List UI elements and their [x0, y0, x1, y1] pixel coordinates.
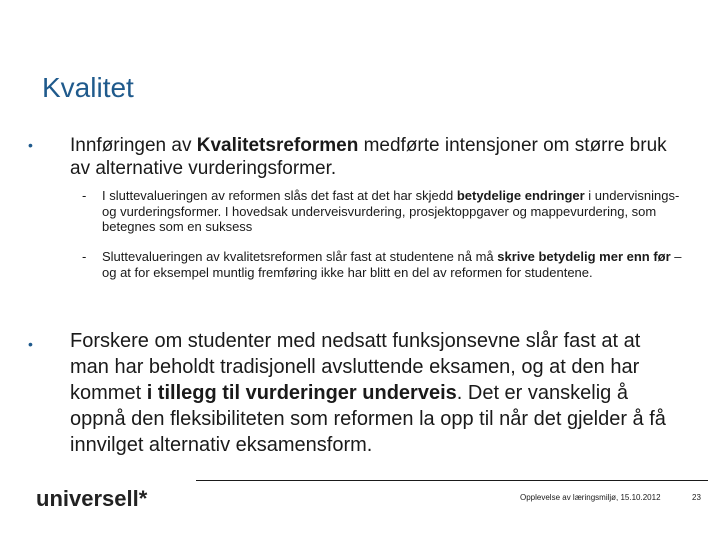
bullet-2-pre: Forskere om studenter med nedsatt funksjonsevne slår fast at at man har beholdt tradisjonell avsluttende eksamen, og at den har kommet	[70, 330, 641, 404]
bullet-1	[28, 134, 688, 180]
bullet-marker: •	[28, 336, 33, 352]
slide-title: Kvalitet	[42, 72, 134, 103]
sub-bullet-1-pre: I sluttevalueringen av reformen slås det fast at det har skjedd	[102, 188, 457, 203]
bullet-1-post: medførte intensjoner om større bruk av alternative vurderingsformer.	[70, 135, 667, 179]
sub-bullet-2-post: – og at for eksempel muntlig fremføring ikke har blitt en del av reformen for studentene.	[102, 249, 682, 280]
sub-bullet-2-pre: Sluttevalueringen av kvalitetsreformen slår fast at studentene nå må	[102, 249, 498, 264]
sub-bullet-1	[82, 188, 682, 235]
footer-divider	[196, 480, 708, 481]
sub-bullet-1-bold: betydelige endringer	[456, 188, 585, 203]
sub-bullet-2-text	[102, 249, 682, 280]
universell-logo: universell*	[36, 486, 148, 511]
sub-bullet-1-post: i undervisnings- og vurderingsformer. I hovedsak underveisvurdering, prosjektoppgaver og mappevurdering, som betegnes som en suksess	[102, 188, 680, 235]
sub-bullet-marker: -	[82, 188, 87, 203]
bullet-2-post: . Det er vanskelig å oppnå den fleksibiliteten som reformen la opp til når det gjelder å få innvilget alternativ eksamensform.	[70, 382, 666, 456]
bullet-1-bold: Kvalitetsreformen	[196, 135, 359, 156]
sub-bullet-marker: -	[82, 249, 87, 264]
sub-bullet-2-bold: skrive betydelig mer enn før	[497, 249, 671, 264]
bullet-2-bold: i tillegg til vurderinger underveis	[146, 382, 457, 404]
page-number: 23	[692, 493, 701, 502]
bullet-1-text	[70, 134, 688, 180]
sub-bullet-2	[82, 249, 682, 280]
sub-bullet-1-text	[102, 188, 682, 235]
bullet-2-text	[70, 328, 678, 458]
bullet-2	[28, 328, 678, 458]
bullet-marker: •	[28, 137, 33, 153]
footer-caption: Opplevelse av læringsmiljø, 15.10.2012	[520, 493, 661, 502]
bullet-1-pre: Innføringen av	[70, 135, 197, 156]
